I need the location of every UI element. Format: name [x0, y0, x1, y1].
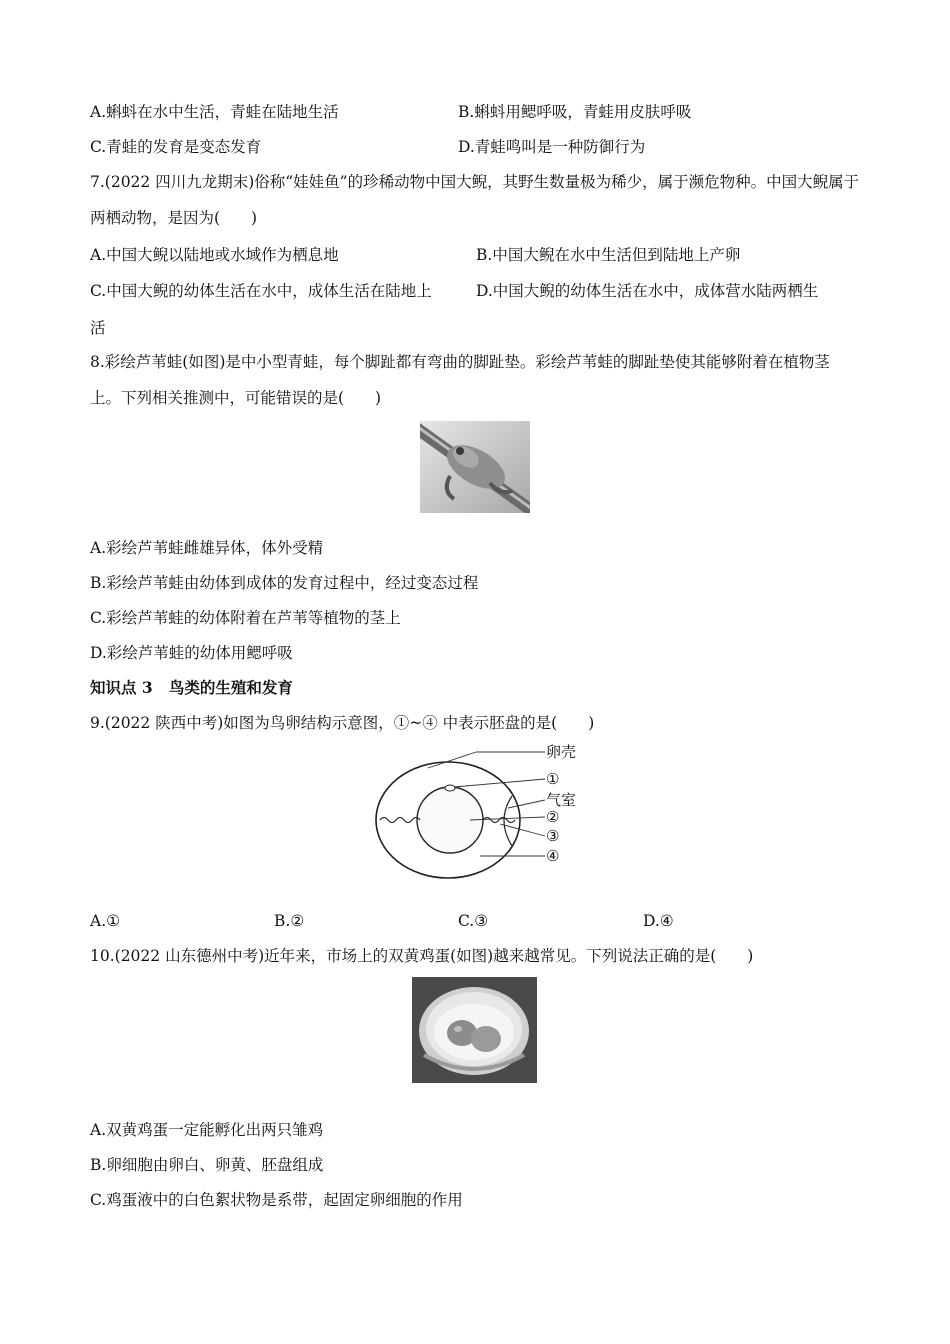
q6-option-a: A.蝌蚪在水中生活，青蛙在陆地生活 [90, 103, 339, 121]
label-1: ① [546, 770, 560, 788]
q9-stem: 9.(2022 陕西中考)如图为鸟卵结构示意图，①~④ 中表示胚盘的是( ) [90, 714, 595, 732]
q8-option-d: D.彩绘芦苇蛙的幼体用鳃呼吸 [90, 644, 293, 662]
label-3: ③ [546, 827, 560, 845]
q8-option-c: C.彩绘芦苇蛙的幼体附着在芦苇等植物的茎上 [90, 609, 401, 627]
q8-option-a: A.彩绘芦苇蛙雌雄异体，体外受精 [90, 539, 324, 557]
label-4: ④ [546, 847, 560, 865]
section-title: 鸟类的生殖和发育 [168, 678, 293, 697]
q7-option-b: B.中国大鲵在水中生活但到陆地上产卵 [476, 246, 741, 264]
q9-option-a: A.① [90, 912, 121, 930]
egg-structure-diagram [370, 738, 590, 888]
section-label: 知识点 3 [90, 678, 153, 697]
section-heading [90, 678, 293, 698]
q8-stem: 8.彩绘芦苇蛙(如图)是中小型青蛙，每个脚趾都有弯曲的脚趾垫。彩绘芦苇蛙的脚趾垫使其能够附着在植物茎上。下列相关推测中，可能错误的是( ) [90, 353, 830, 407]
label-shell: 卵壳 [546, 743, 577, 761]
q6-option-b: B.蝌蚪用鳃呼吸，青蛙用皮肤呼吸 [458, 103, 692, 121]
q7-option-d: D.中国大鲵的幼体生活在水中，成体营水陆两栖生 [476, 282, 819, 300]
q7-option-a: A.中国大鲵以陆地或水域作为栖息地 [90, 246, 339, 264]
frog-photo-graphic [420, 421, 530, 513]
q7-option-c: C.中国大鲵的幼体生活在水中，成体生活在陆地上 [90, 282, 432, 300]
q10-option-c: C.鸡蛋液中的白色絮状物是系带，起固定卵细胞的作用 [90, 1191, 463, 1209]
q9-option-c: C.③ [458, 912, 489, 930]
label-air-cell: 气室 [546, 791, 577, 809]
q9-option-b: B.② [274, 912, 305, 930]
q8-option-b: B.彩绘芦苇蛙由幼体到成体的发育过程中，经过变态过程 [90, 574, 479, 592]
q10-stem: 10.(2022 山东德州中考)近年来，市场上的双黄鸡蛋(如图)越来越常见。下列说法正确的是( ) [90, 947, 754, 965]
q7-option-d-continued: 活 [90, 319, 106, 337]
egg-diagram-graphic [370, 738, 590, 888]
frog-photo [420, 421, 530, 513]
label-2: ② [546, 808, 560, 826]
q7-stem: 7.(2022 四川九龙期末)俗称“娃娃鱼”的珍稀动物中国大鲵，其野生数量极为稀少，属于濒危物种。中国大鲵属于两栖动物，是因为( ) [90, 173, 860, 227]
q6-option-d: D.青蛙鸣叫是一种防御行为 [458, 138, 646, 156]
q10-option-a: A.双黄鸡蛋一定能孵化出两只雏鸡 [90, 1121, 324, 1139]
q10-option-b: B.卵细胞由卵白、卵黄、胚盘组成 [90, 1156, 324, 1174]
q6-option-c: C.青蛙的发育是变态发育 [90, 138, 262, 156]
q9-option-d: D.④ [643, 912, 674, 930]
double-yolk-egg-photo [412, 977, 537, 1083]
egg-photo-graphic [412, 977, 537, 1083]
